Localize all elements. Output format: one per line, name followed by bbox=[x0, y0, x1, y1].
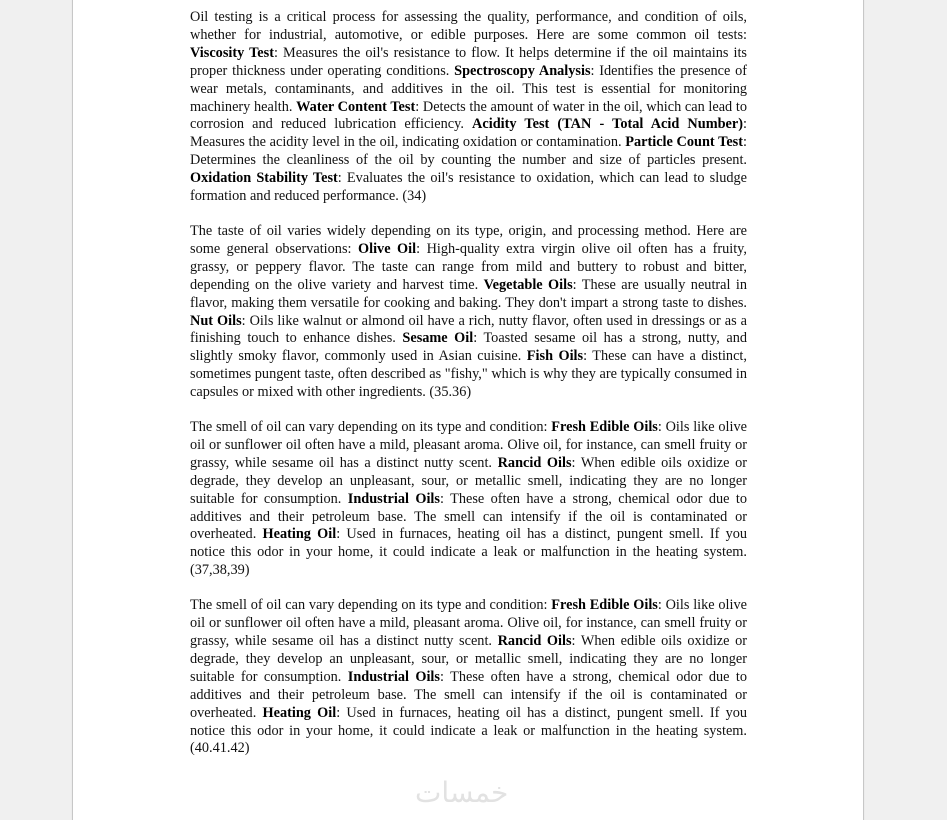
bold-term: Oxidation Stability Test bbox=[190, 170, 338, 187]
paragraph-oil-smell-repeat bbox=[190, 597, 747, 758]
bold-term: Spectroscopy Analysis bbox=[454, 62, 591, 79]
paragraph-text: : These often have a strong, chemical odor due to additives and their petroleum base. The smell can intensify if the oil is contaminated or overheated. bbox=[190, 668, 747, 721]
paragraph-text: : Determines the cleanliness of the oil by counting the number and size of particles present. bbox=[190, 134, 747, 169]
paragraph-oil-smell bbox=[190, 419, 747, 580]
bold-term: Sesame Oil bbox=[402, 330, 474, 347]
bold-term: Industrial Oils bbox=[347, 490, 440, 507]
paragraph-text: : Evaluates the oil's resistance to oxidation, which can lead to sludge formation and reduced performance. (34) bbox=[190, 170, 747, 205]
bold-term: Acidity Test (TAN - Total Acid Number) bbox=[472, 116, 744, 133]
bold-term: Water Content Test bbox=[296, 98, 416, 115]
paragraph-text: The smell of oil can vary depending on its type and condition: bbox=[190, 419, 552, 436]
paragraph-text: : When edible oils oxidize or degrade, they develop an unpleasant, sour, or metallic smell, indicating they are no longer suitable for consumption. bbox=[190, 633, 747, 685]
paragraph-text: : Oils like walnut or almond oil have a rich, nutty flavor, often used in dressings or as a finishing touch to enhance dishes. bbox=[190, 312, 748, 347]
paragraph-text: : Oils like olive oil or sunflower oil often have a mild, pleasant aroma. Olive oil, for instance, can smell fruity or grassy, while sesame oil has a distinct nutty scent. bbox=[190, 597, 747, 649]
paragraph-text: : Oils like olive oil or sunflower oil often have a mild, pleasant aroma. Olive oil, for instance, can smell fruity or grassy, while sesame oil has a distinct nutty scent. bbox=[190, 419, 747, 471]
bold-term: Olive Oil bbox=[357, 240, 417, 257]
paragraph-text: : Identifies the presence of wear metals, contaminants, and additives in the oil. This test is essential for monitoring machinery health. bbox=[190, 62, 747, 115]
bold-term: Particle Count Test bbox=[625, 134, 744, 151]
paragraph-text: : These often have a strong, chemical odor due to additives and their petroleum base. The smell can intensify if the oil is contaminated or overheated. bbox=[190, 490, 747, 543]
bold-term: Nut Oils bbox=[190, 312, 242, 329]
watermark-logo: خمسات bbox=[415, 776, 509, 809]
paragraph-text: : Toasted sesame oil has a strong, nutty, and slightly smoky flavor, commonly used in Asian cuisine. bbox=[190, 330, 748, 365]
paragraph-text: : These are usually neutral in flavor, making them versatile for cooking and baking. They don't impart a strong taste to dishes. bbox=[190, 276, 748, 311]
paragraph-text: The smell of oil can vary depending on its type and condition: bbox=[190, 597, 552, 614]
document-body bbox=[190, 9, 747, 775]
bold-term: Fresh Edible Oils bbox=[551, 597, 658, 614]
paragraph-text: : Used in furnaces, heating oil has a distinct, pungent smell. If you notice this odor in your home, it could indicate a leak or malfunction in the heating system. (40.41.42) bbox=[190, 704, 748, 757]
paragraph-text: : When edible oils oxidize or degrade, they develop an unpleasant, sour, or metallic smell, indicating they are no longer suitable for consumption. bbox=[190, 454, 747, 507]
paragraph-text: : Measures the acidity level in the oil, indicating oxidation or contamination. bbox=[190, 116, 747, 151]
bold-term: Fish Oils bbox=[526, 348, 584, 365]
bold-term: Fresh Edible Oils bbox=[551, 419, 658, 436]
bold-term: Vegetable Oils bbox=[483, 276, 573, 293]
paragraph-text: : Measures the oil's resistance to flow. It helps determine if the oil maintains its proper thickness under operating conditions. bbox=[190, 44, 747, 79]
paragraph-text: : High-quality extra virgin olive oil often has a fruity, grassy, or peppery flavor. The taste can range from mild and buttery to robust and bitter, depending on the olive variety and harvest time. bbox=[190, 240, 747, 293]
paragraph-text: : These can have a distinct, sometimes pungent taste, often described as "fishy," which is why they are typically consumed in capsules or mixed with other ingredients. (35.36) bbox=[190, 348, 747, 401]
bold-term: Viscosity Test bbox=[190, 44, 274, 61]
bold-term: Industrial Oils bbox=[347, 668, 440, 685]
paragraph-oil-testing bbox=[190, 9, 747, 206]
paragraph-oil-taste bbox=[190, 223, 747, 402]
paragraph-text: : Used in furnaces, heating oil has a distinct, pungent smell. If you notice this odor in your home, it could indicate a leak or malfunction in the heating system. (37,38,39) bbox=[190, 526, 748, 579]
paragraph-text: The taste of oil varies widely depending on its type, origin, and processing method. Here are some general observations: bbox=[190, 222, 747, 257]
bold-term: Heating Oil bbox=[262, 526, 337, 543]
bold-term: Rancid Oils bbox=[497, 633, 572, 649]
paragraph-text: Oil testing is a critical process for assessing the quality, performance, and condition of oils, whether for industrial, automotive, or edible purposes. Here are some common oil tests: bbox=[190, 9, 747, 43]
paragraph-text: : Detects the amount of water in the oil, which can lead to corrosion and reduced lubrication efficiency. bbox=[190, 98, 747, 133]
bold-term: Rancid Oils bbox=[497, 454, 572, 471]
document-page bbox=[72, 0, 864, 820]
bold-term: Heating Oil bbox=[262, 704, 337, 721]
